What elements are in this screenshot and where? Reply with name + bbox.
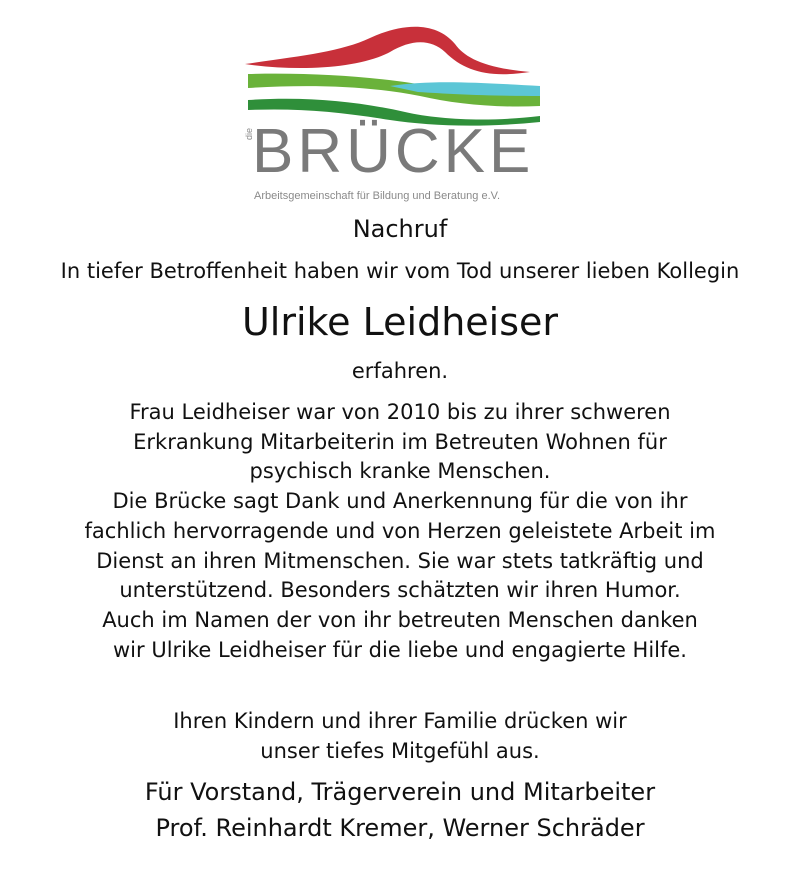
paragraph-line: Die Brücke sagt Dank und Anerkennung für die von ihr [112,489,688,514]
deceased-name: Ulrike Leidheiser [241,300,559,344]
logo-prefix: die [244,127,254,140]
intro-line: In tiefer Betroffenheit haben wir vom Tod unserer lieben Kollegin [60,259,740,283]
obituary-heading: Nachruf [352,215,448,243]
paragraph-line: unser tiefes Mitgefühl aus. [260,738,540,763]
signature-line: Prof. Reinhardt Kremer, Werner Schräder [155,814,645,842]
paragraph-line: Auch im Namen der von ihr betreuten Menschen danken [102,607,698,632]
paragraph-line: fachlich hervorragende und von Herzen geleistete Arbeit im [84,518,716,543]
paragraph-line: Erkrankung Mitarbeiterin im Betreuten Wohnen für [133,429,667,454]
signature-block [0,774,800,846]
logo-wordmark: BRÜCKE [252,117,535,186]
paragraph-line: psychisch kranke Menschen. [249,459,551,484]
condolence-paragraph [0,707,800,766]
bridge-graphic [240,16,550,126]
tribute-paragraph [0,398,800,665]
intro-closing: erfahren. [351,359,449,383]
logo-tagline: Arbeitsgemeinschaft für Bildung und Beratung e.V. [254,190,501,202]
bruecke-logo [240,16,550,206]
signature-line: Für Vorstand, Trägerverein und Mitarbeiter [144,778,656,806]
paragraph-line: Dienst an ihren Mitmenschen. Sie war stets tatkräftig und [96,548,704,573]
paragraph-line: wir Ulrike Leidheiser für die liebe und engagierte Hilfe. [113,637,687,662]
paragraph-line: unterstützend. Besonders schätzten wir ihren Humor. [119,578,681,603]
paragraph-line: Ihren Kindern und ihrer Familie drücken wir [173,709,627,733]
paragraph-line: Frau Leidheiser war von 2010 bis zu ihrer schweren [129,400,671,424]
